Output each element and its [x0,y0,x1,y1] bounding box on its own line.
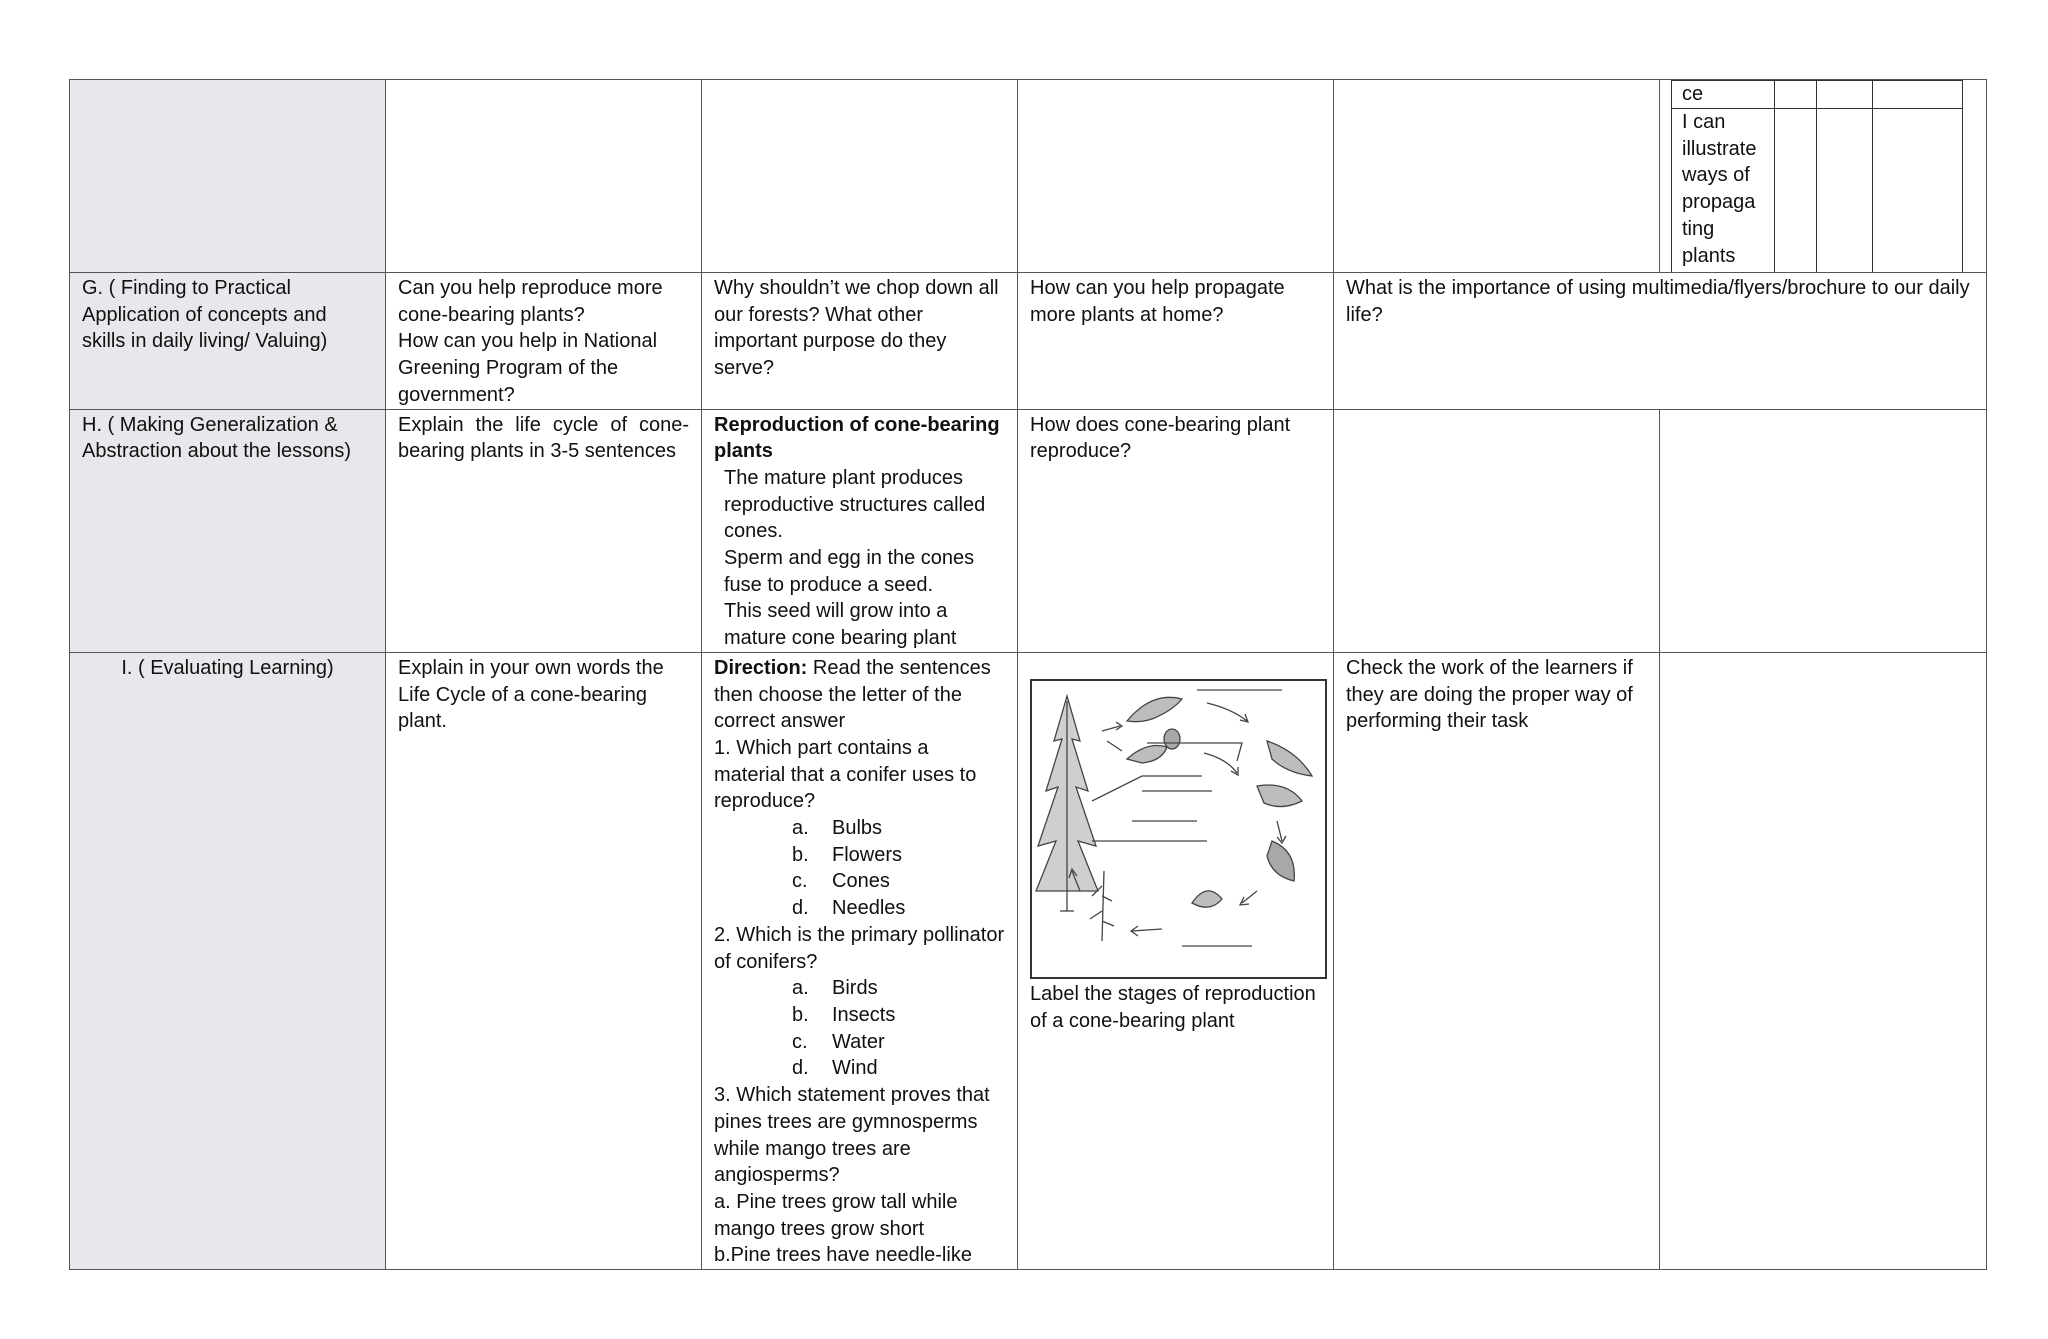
row-g [70,273,1987,410]
row-i-cell-4: Check the work of the learners if they are doing the proper way of performing their task [1334,652,1660,1269]
continuation-cell-3 [1018,80,1334,273]
row-i-cell-5 [1660,652,1987,1269]
rubric-check-cell [1817,81,1873,109]
direction-text [714,655,1005,735]
lesson-plan-table [69,79,1987,1270]
conifer-life-cycle-diagram [1030,679,1327,979]
row-label: H. ( Making Generalization & Abstraction about the lessons) [70,409,386,652]
rubric-check-cell [1873,109,1963,273]
option-item [714,1029,1005,1056]
rubric-row [1672,109,1963,273]
continuation-label-cell [70,80,386,273]
row-g-cell-2: Why shouldn’t we chop down all our forests? What other important purpose do they serve? [702,273,1018,410]
option-text: Bulbs [832,817,883,840]
direction-label: Direction: [714,656,808,679]
row-h-cell-3: How does cone-bearing plant reproduce? [1018,409,1334,652]
option-letter: b. [792,843,809,866]
option-text: Cones [832,870,890,893]
option-letter: c. [792,1030,808,1053]
row-g-cell-4: What is the importance of using multimedia/flyers/brochure to our daily life? [1334,273,1987,410]
summary-line: This seed will grow into a mature cone bearing plant [724,600,957,650]
rubric-check-cell [1817,109,1873,273]
row-h [70,409,1987,652]
life-cycle-illustration [1032,681,1325,977]
row-h-cell-2 [702,409,1018,652]
option-text: Needles [832,897,906,920]
option-text: Wind [832,1057,878,1080]
option-item [714,815,1005,842]
row-h-cell-4 [1334,409,1660,652]
row-i-cell-3 [1018,652,1334,1269]
diagram-caption: Label the stages of reproduction of a cone-bearing plant [1030,982,1316,1032]
option-text: Water [832,1030,885,1053]
row-i [70,652,1987,1269]
continuation-row [70,80,1987,273]
question-3-option-b: b.Pine trees have needle-like [714,1244,972,1267]
option-item [714,868,1005,895]
option-text: Insects [832,1003,896,1026]
option-text: Birds [832,977,878,1000]
row-h-cell-1: Explain the life cycle of cone-bearing plants in 3-5 sentences [386,409,702,652]
question-text: How can you help in National Greening Program of the government? [398,330,658,406]
rubric-check-cell [1775,81,1817,109]
option-item [714,975,1005,1002]
option-letter: a. [792,817,809,840]
row-label: I. ( Evaluating Learning) [70,652,386,1269]
option-letter: a. [792,977,809,1000]
summary-line: The mature plant produces reproductive structures called cones. [724,466,986,543]
option-letter: d. [792,1057,809,1080]
continuation-cell-2 [702,80,1018,273]
question-1-options [714,815,1005,922]
continuation-cell-4 [1334,80,1660,273]
question-text: Can you help reproduce more cone-bearing plants? [398,277,663,326]
summary-line: Sperm and egg in the cones fuse to produce a seed. [724,547,975,596]
question-1: 1. Which part contains a material that a conifer uses to reproduce? [714,736,977,813]
option-item [714,1055,1005,1082]
question-2-options [714,975,1005,1082]
option-letter: d. [792,897,809,920]
option-text: Flowers [832,843,903,866]
section-heading: Reproduction of cone-bearing plants [714,413,1000,463]
question-2: 2. Which is the primary pollinator of conifers? [714,923,1005,973]
option-letter: c. [792,870,808,893]
rubric-check-cell [1775,109,1817,273]
option-item [714,1002,1005,1029]
row-label: G. ( Finding to Practical Application of concepts and skills in daily living/ Valuing) [70,273,386,410]
row-i-cell-2 [702,652,1018,1269]
rubric-table [1671,80,1963,273]
rubric-cell [1660,80,1987,273]
row-g-cell-1 [386,273,702,410]
rubric-text: I can illustrate ways of propaga ting plants [1672,109,1775,273]
row-h-cell-5 [1660,409,1987,652]
continuation-cell-1 [386,80,702,273]
option-letter: b. [792,1003,809,1026]
rubric-check-cell [1873,81,1963,109]
rubric-row [1672,81,1963,109]
question-3-option-a: a. Pine trees grow tall while mango trees grow short [714,1190,958,1240]
direction-body: Read the sentences then choose the letter of the correct answer [714,656,991,733]
option-item [714,842,1005,869]
question-3: 3. Which statement proves that pines trees are gymnosperms while mango trees are angiosperms? [714,1084,990,1187]
row-g-cell-3: How can you help propagate more plants at home? [1018,273,1334,410]
rubric-text: ce [1672,81,1775,109]
option-item [714,895,1005,922]
row-i-cell-1: Explain in your own words the Life Cycle of a cone-bearing plant. [386,652,702,1269]
